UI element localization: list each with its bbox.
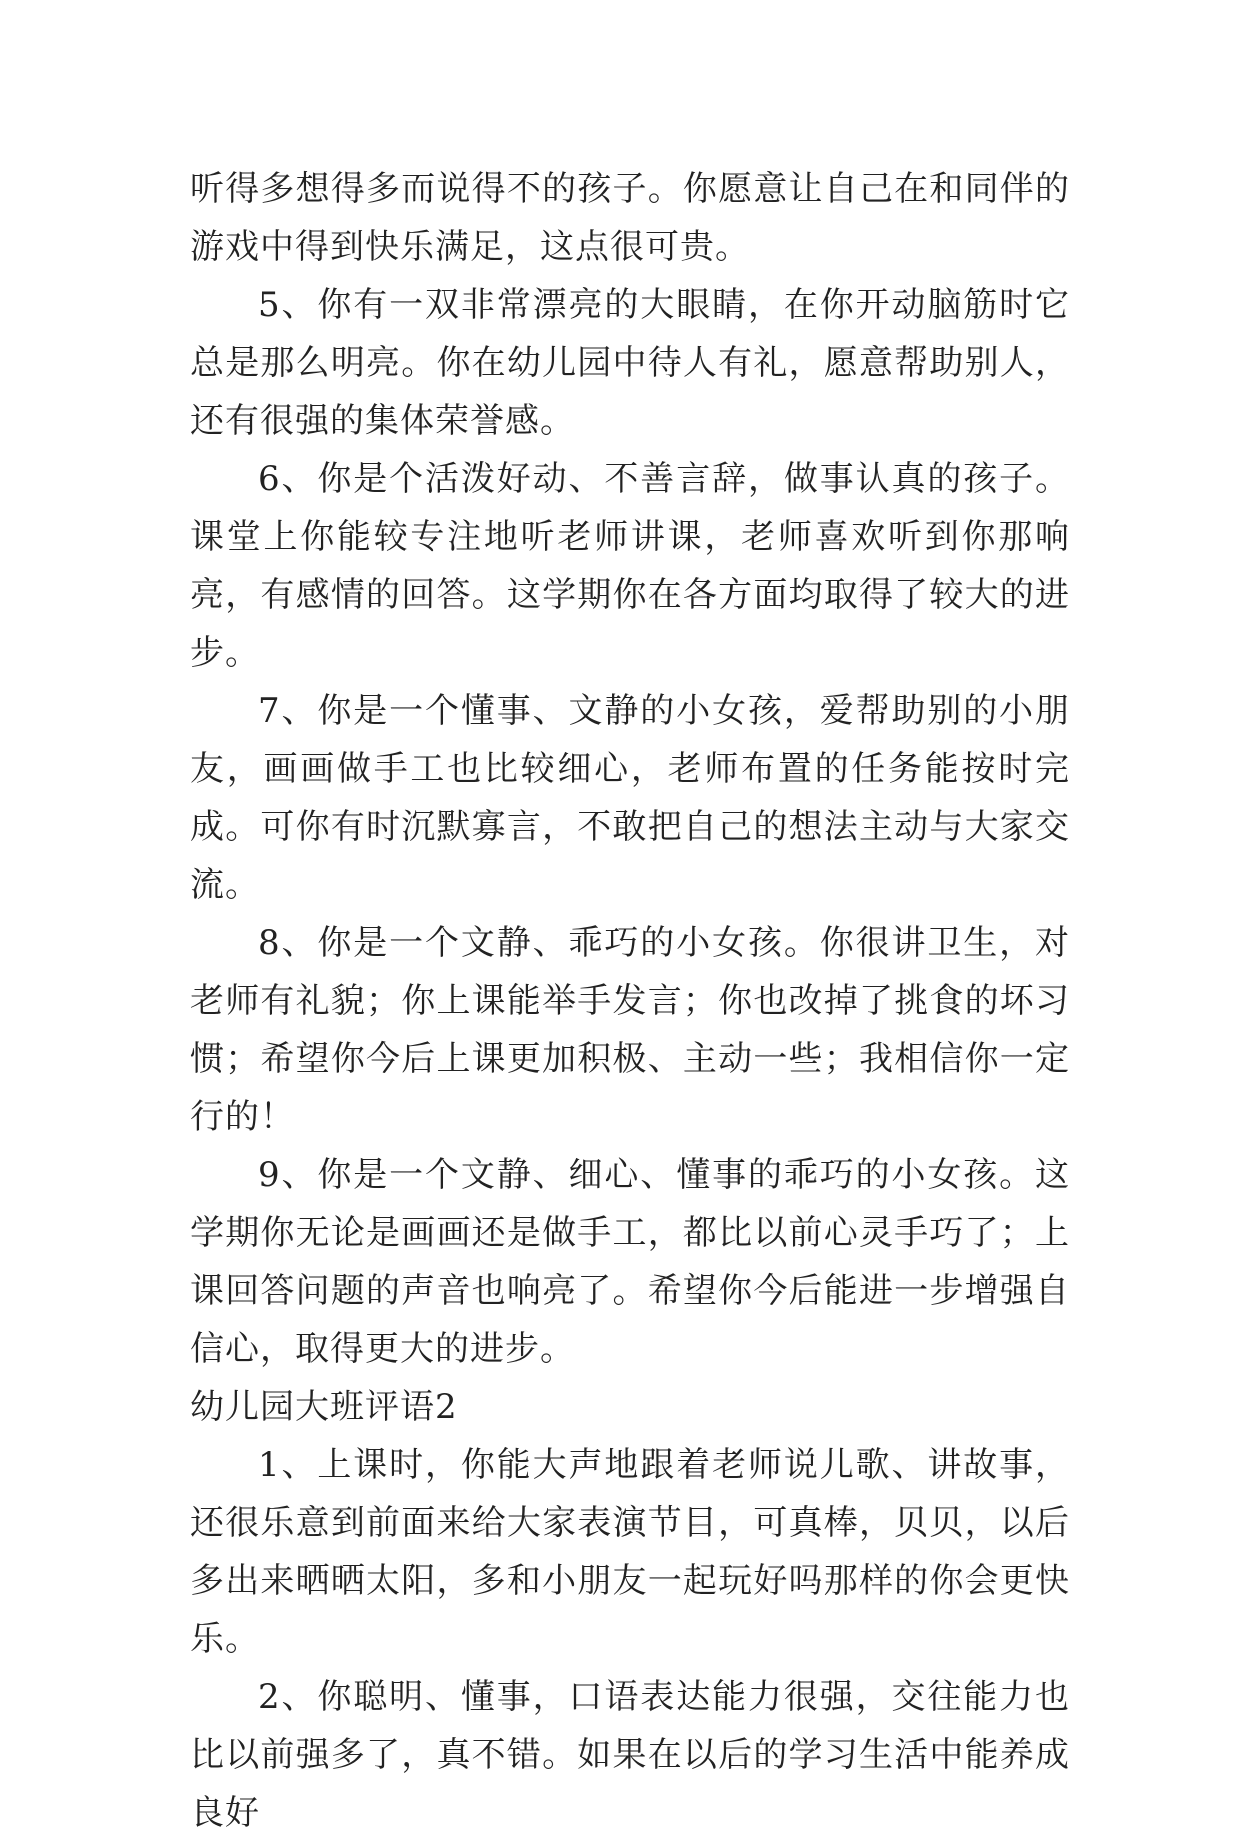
paragraph-section2-item-2: 2、你聪明、懂事，口语表达能力很强，交往能力也比以前强多了，真不错。如果在以后的学习生活中能养成良好 — [190, 1677, 1070, 1833]
paragraph-section2-item-1: 1、上课时，你能大声地跟着老师说儿歌、讲故事，还很乐意到前面来给大家表演节目，可真棒，贝贝，以后多出来晒晒太阳，多和小朋友一起玩好吗那样的你会更快乐。 — [190, 1445, 1070, 1659]
paragraph-item-6: 6、你是个活泼好动、不善言辞，做事认真的孩子。课堂上你能较专注地听老师讲课，老师喜欢听到你那响亮，有感情的回答。这学期你在各方面均取得了较大的进步。 — [190, 459, 1070, 673]
paragraph-item-7: 7、你是一个懂事、文静的小女孩，爱帮助别的小朋友，画画做手工也比较细心，老师布置的任务能按时完成。可你有时沉默寡言，不敢把自己的想法主动与大家交流。 — [190, 691, 1070, 905]
document-page — [190, 160, 1070, 1842]
paragraph-continued: 听得多想得多而说得不的孩子。你愿意让自己在和同伴的游戏中得到快乐满足，这点很可贵。 — [190, 169, 1070, 267]
paragraph-item-5: 5、你有一双非常漂亮的大眼睛，在你开动脑筋时它总是那么明亮。你在幼儿园中待人有礼，愿意帮助别人，还有很强的集体荣誉感。 — [190, 285, 1070, 441]
section-heading: 幼儿园大班评语2 — [190, 1387, 458, 1427]
paragraph-item-9: 9、你是一个文静、细心、懂事的乖巧的小女孩。这学期你无论是画画还是做手工，都比以前心灵手巧了；上课回答问题的声音也响亮了。希望你今后能进一步增强自信心，取得更大的进步。 — [190, 1155, 1070, 1369]
paragraph-item-8: 8、你是一个文静、乖巧的小女孩。你很讲卫生，对老师有礼貌；你上课能举手发言；你也改掉了挑食的坏习惯；希望你今后上课更加积极、主动一些；我相信你一定行的！ — [190, 923, 1070, 1137]
